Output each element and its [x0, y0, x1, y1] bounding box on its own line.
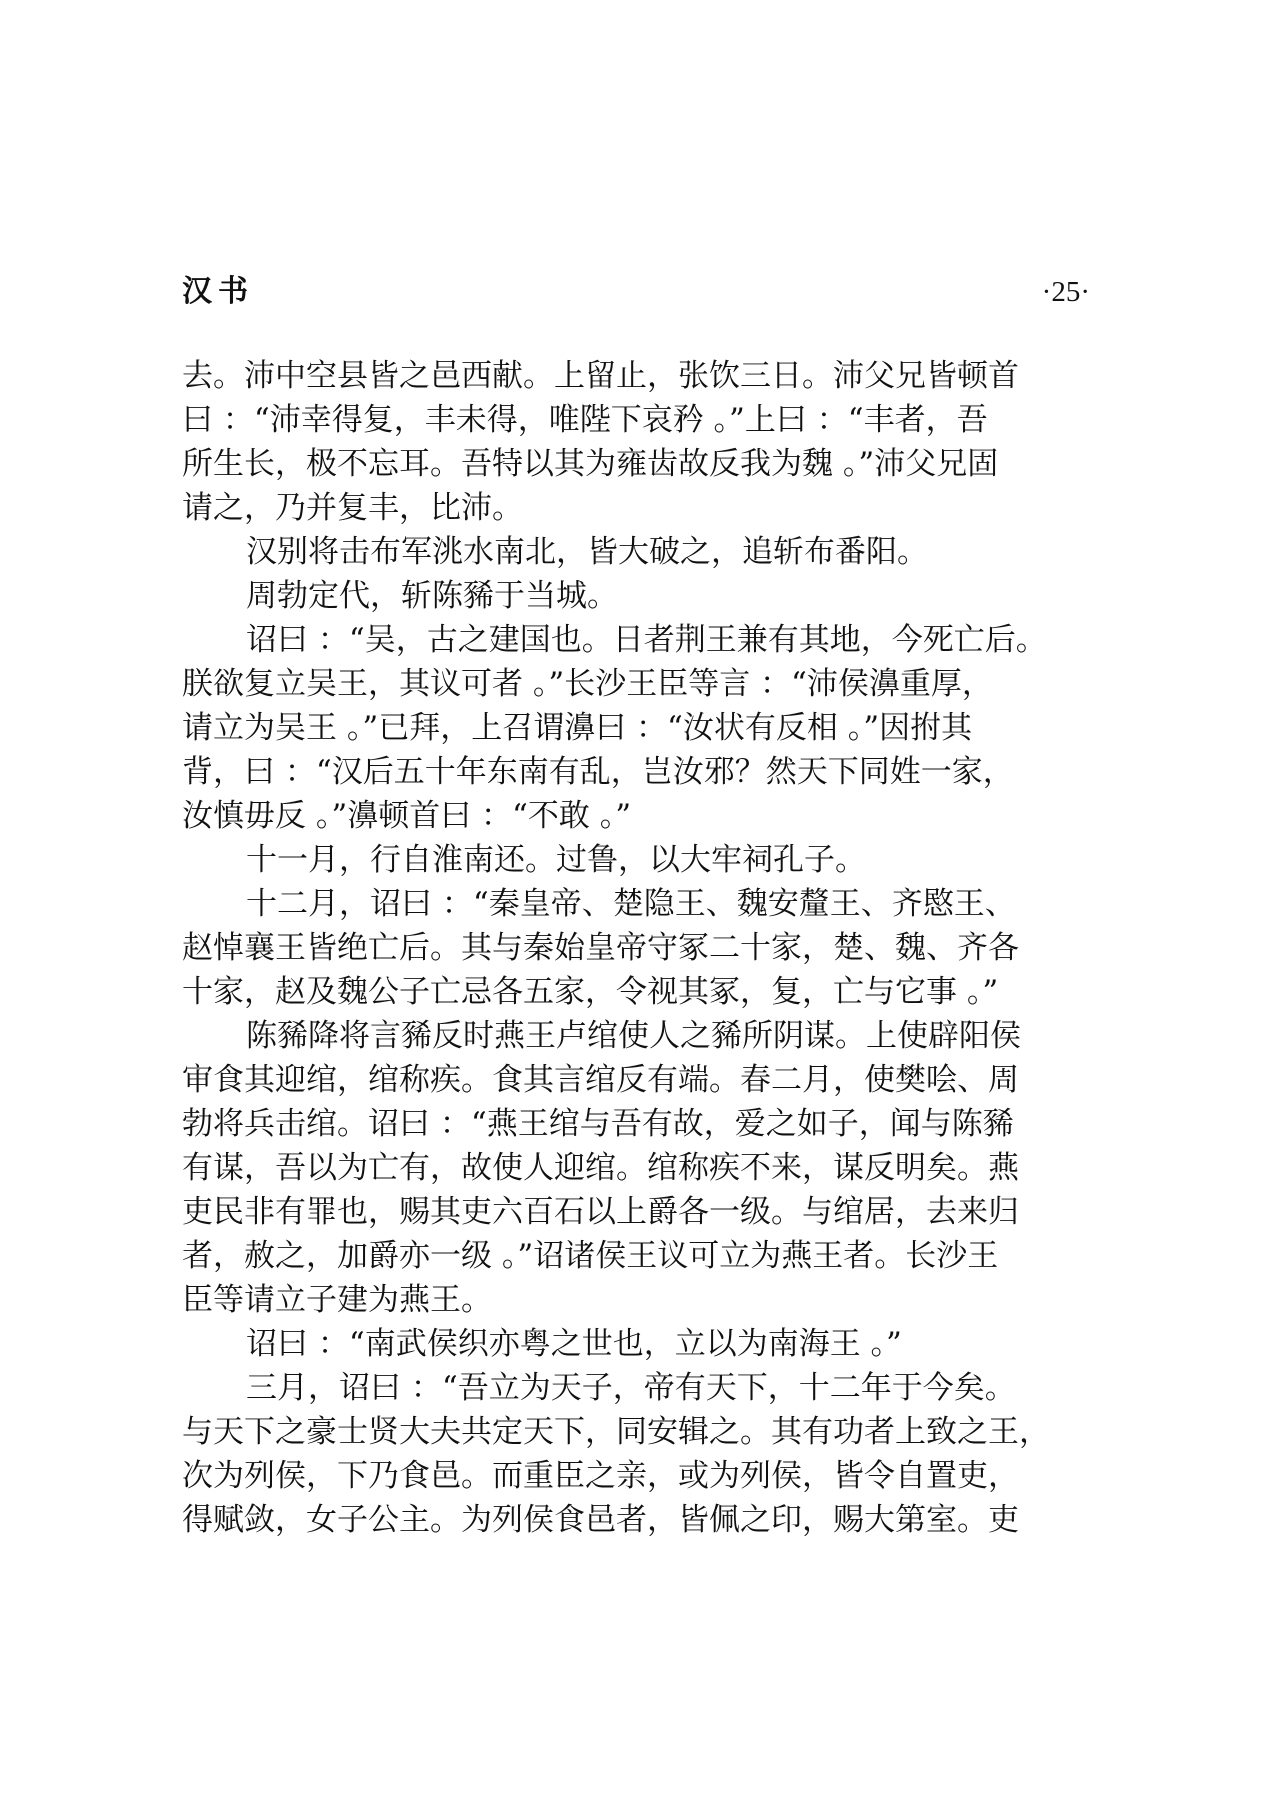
text-line: 去。沛中空县皆之邑西献。上留止，张饮三日。沛父兄皆顿首: [182, 358, 1019, 394]
text-line: 者，赦之，加爵亦一级 。”诏诸侯王议可立为燕王者。长沙王: [182, 1238, 999, 1274]
text-line: 臣等请立子建为燕王。: [182, 1282, 492, 1318]
text-line: 陈豨降将言豨反时燕王卢绾使人之豨所阴谋。上使辟阳侯: [246, 1018, 1021, 1054]
page-header: [182, 272, 1090, 322]
body-text: [182, 354, 1092, 1542]
text-line: 与天下之豪士贤大夫共定天下，同安辑之。其有功者上致之王，: [182, 1414, 1050, 1450]
text-line: 十二月，诏曰 ：“秦皇帝、楚隐王、魏安釐王、齐愍王、: [246, 886, 1016, 922]
text-line: 三月，诏曰 ：“吾立为天子，帝有天下，十二年于今矣。: [246, 1370, 1016, 1406]
text-line: 周勃定代，斩陈豨于当城。: [246, 578, 618, 614]
text-line: 背，曰 ：“汉后五十年东南有乱，岂汝邪？然天下同姓一家，: [182, 754, 1014, 790]
text-line: 请立为吴王 。”已拜，上召谓濞曰 ：“汝状有反相 。”因拊其: [182, 710, 973, 746]
text-line: 十一月，行自淮南还。过鲁，以大牢祠孔子。: [246, 842, 866, 878]
text-line: 诏曰 ：“吴，古之建国也。日者荆王兼有其地，今死亡后。: [246, 622, 1047, 658]
text-line: 请之，乃并复丰，比沛。: [182, 490, 523, 526]
text-line: 汉别将击布军洮水南北，皆大破之，追斩布番阳。: [246, 534, 928, 570]
text-line: 曰 ：“沛幸得复，丰未得，唯陛下哀矜 。”上曰 ：“丰者，吾: [182, 402, 988, 438]
book-title: 汉书: [182, 274, 254, 309]
text-line: 汝慎毋反 。”濞顿首曰 ：“不敢 。”: [182, 798, 632, 834]
page-number: ·25·: [1041, 276, 1090, 308]
text-line: 朕欲复立吴王，其议可者 。”长沙王臣等言 ：“沛侯濞重厚，: [182, 666, 993, 702]
text-line: 勃将兵击绾。诏曰 ：“燕王绾与吾有故，爱之如子，闻与陈豨: [182, 1106, 1014, 1142]
text-line: 所生长，极不忘耳。吾特以其为雍齿故反我为魏 。”沛父兄固: [182, 446, 999, 482]
text-line: 十家，赵及魏公子亡忌各五家，令视其冢，复，亡与它事 。”: [182, 974, 999, 1010]
text-line: 审食其迎绾，绾称疾。食其言绾反有端。春二月，使樊哙、周: [182, 1062, 1019, 1098]
text-line: 次为列侯，下乃食邑。而重臣之亲，或为列侯，皆令自置吏，: [182, 1458, 1019, 1494]
text-line: 赵悼襄王皆绝亡后。其与秦始皇帝守冢二十家，楚、魏、齐各: [182, 930, 1019, 966]
text-line: 吏民非有罪也，赐其吏六百石以上爵各一级。与绾居，去来归: [182, 1194, 1019, 1230]
text-line: 诏曰 ：“南武侯织亦粤之世也，立以为南海王 。”: [246, 1326, 902, 1362]
text-line: 有谋，吾以为亡有，故使人迎绾。绾称疾不来，谋反明矣。燕: [182, 1150, 1019, 1186]
text-line: 得赋敛，女子公主。为列侯食邑者，皆佩之印，赐大第室。吏: [182, 1502, 1019, 1538]
